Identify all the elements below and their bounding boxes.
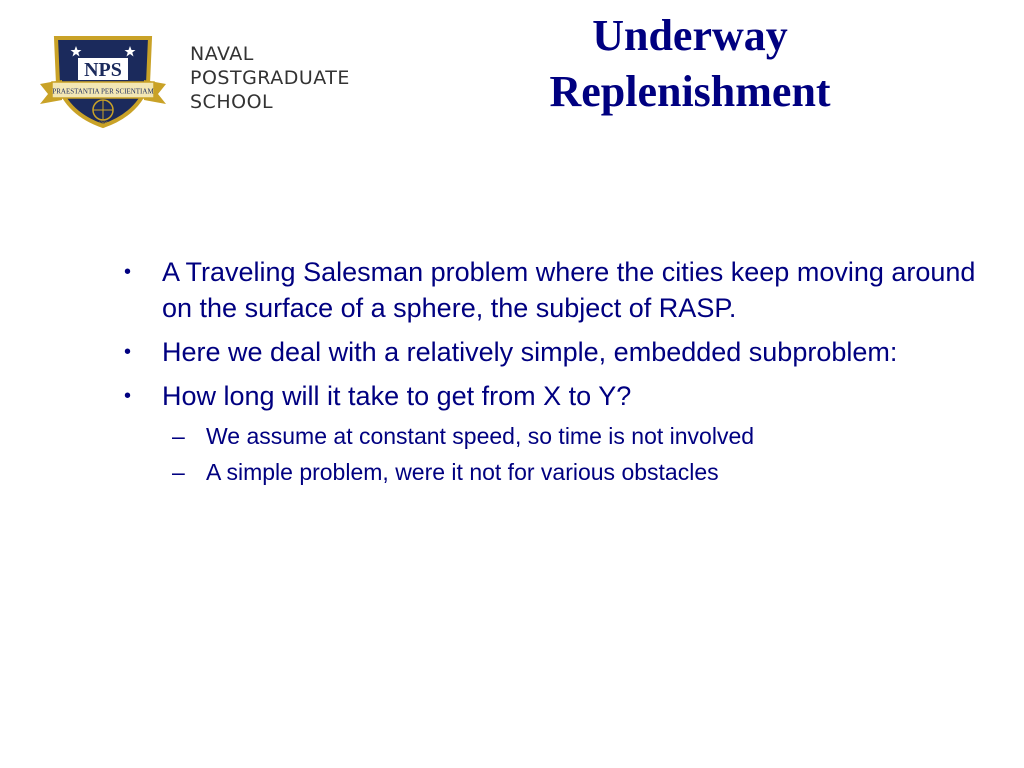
bullet-list [120, 254, 980, 494]
subbullet-item [120, 458, 980, 486]
bullet-marker: • [124, 261, 132, 283]
wordmark-line-postgraduate: POSTGRADUATE [190, 67, 350, 89]
bullet-marker: • [124, 385, 132, 407]
title-line-2: Replenishment [549, 67, 831, 116]
subbullet-marker: – [172, 423, 185, 449]
crest-letters: NPS [84, 59, 122, 81]
wordmark-line-naval: NAVAL [190, 43, 254, 65]
subbullet-text: A simple problem, were it not for various obstacles [206, 459, 719, 485]
nps-crest-icon [38, 28, 168, 130]
subbullet-item [120, 422, 980, 450]
nps-logo [38, 28, 368, 130]
bullet-item [120, 378, 980, 414]
wordmark-line-school: SCHOOL [190, 91, 274, 113]
bullet-item [120, 254, 980, 326]
subbullet-marker: – [172, 459, 185, 485]
bullet-marker: • [124, 341, 132, 363]
crest-motto: PRAESTANTIA PER SCIENTIAM [52, 87, 154, 96]
bullet-text: Here we deal with a relatively simple, embedded subproblem: [162, 337, 898, 367]
slide-title [500, 8, 880, 120]
crest-year: 1909 [98, 122, 108, 127]
bullet-text: How long will it take to get from X to Y? [162, 381, 632, 411]
bullet-item [120, 334, 980, 370]
school-wordmark [190, 42, 350, 114]
bullet-text: A Traveling Salesman problem where the cities keep moving around on the surface of a sphere, the subject of RASP. [162, 257, 976, 323]
subbullet-text: We assume at constant speed, so time is not involved [206, 423, 755, 449]
title-line-1: Underway [592, 11, 788, 60]
